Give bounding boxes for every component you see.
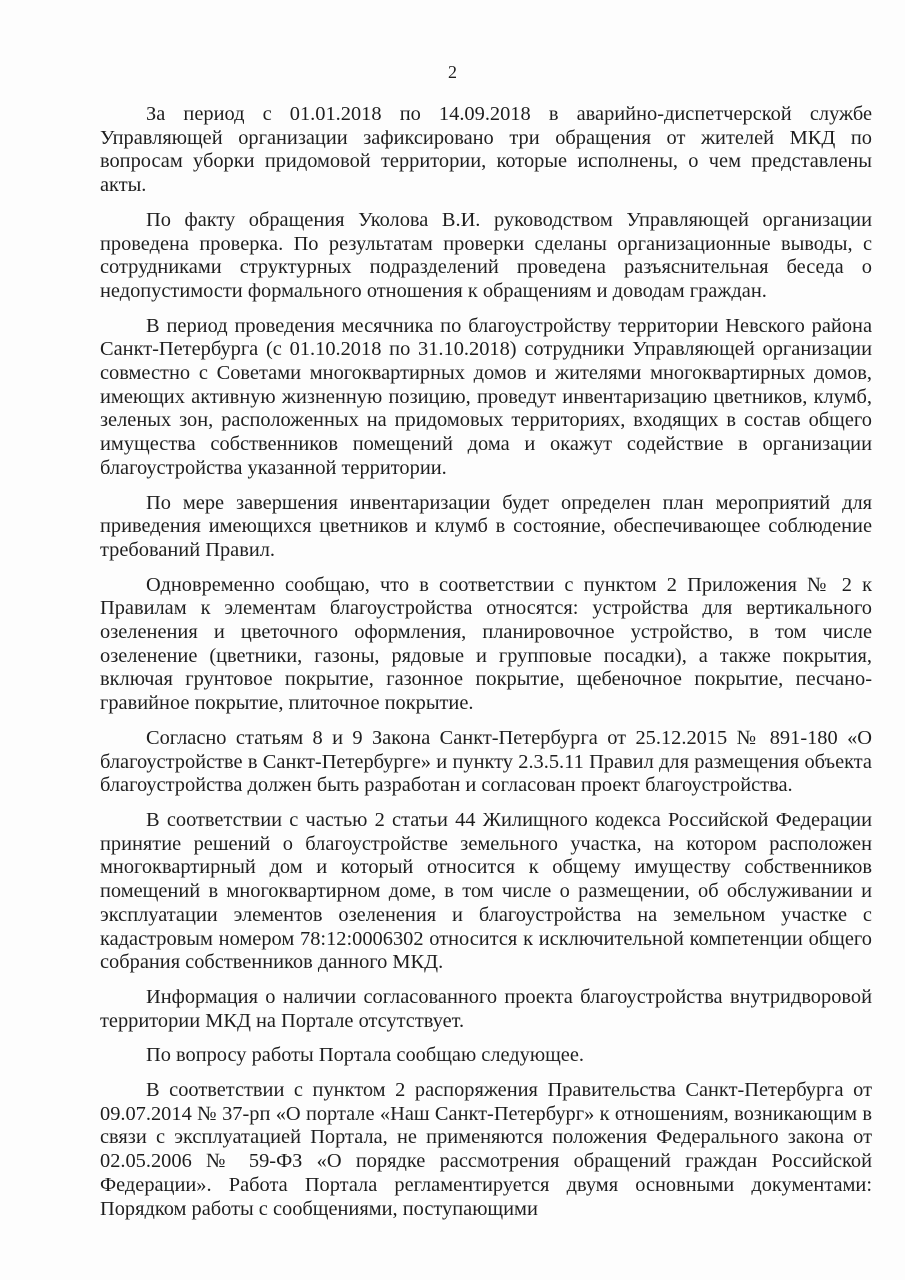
paragraph-portal-intro: По вопросу работы Портала сообщаю следующее.: [146, 1044, 585, 1067]
paragraph-landscaping-month: В период проведения месячника по благоустройству территории Невского района Санкт-Петербурга (с 01.10.2018 по 31.10.2018) сотрудники Управляющей организации совместно с Советами многоквартирных домов и жителями многоквартирных домов, имеющих активную жизненную позицию, проведут инвентаризацию цветников, клумб, зеленых зон, расположенных на придомовых территориях, входящих в состав общего имущества собственников помещений дома и окажут содействие в организации благоустройства указанной территории.: [100, 314, 872, 479]
letter-body: [100, 103, 872, 1221]
paragraph-spb-law-reference: Согласно статьям 8 и 9 Закона Санкт-Петербурга от 25.12.2015 № 891-180 «О благоустройстве в Санкт-Петербурге» и пункту 2.3.5.11 Правил для размещения объекта благоустройства должен быть разработан и согласован проект благоустройства.: [100, 726, 872, 797]
paragraph-inspection-results: По факту обращения Уколова В.И. руководством Управляющей организации проведена проверка. По результатам проверки сделаны организационные выводы, с сотрудниками структурных подразделений проведена разъяснительная беседа о недопустимости формального отношения к обращениям и доводам граждан.: [100, 208, 872, 302]
paragraph-project-absence: Информация о наличии согласованного проекта благоустройства внутридворовой территории МКД на Портале отсутствует.: [100, 985, 872, 1032]
paragraph-portal-regulation: В соответствии с пунктом 2 распоряжения Правительства Санкт-Петербурга от 09.07.2014 № 37-рп «О портале «Наш Санкт-Петербург» к отношениям, возникающим в связи с эксплуатацией Портала, не применяются положения Федерального закона от 02.05.2006 № 59-ФЗ «О порядке рассмотрения обращений граждан Российской Федерации». Работа Портала регламентируется двумя основными документами: Порядком работы с сообщениями, поступающими: [100, 1079, 872, 1220]
paragraph-inventory-plan: По мере завершения инвентаризации будет определен план мероприятий для приведения имеющихся цветников и клумб в состояние, обеспечивающее соблюдение требований Правил.: [100, 491, 872, 561]
page-number: 2: [448, 62, 457, 82]
paragraph-emergency-service-requests: За период с 01.01.2018 по 14.09.2018 в аварийно-диспетчерской службе Управляющей организации зафиксировано три обращения от жителей МКД по вопросам уборки придомовой территории, которые исполнены, о чем представлены акты.: [100, 103, 872, 197]
paragraph-housing-code-reference: В соответствии с частью 2 статьи 44 Жилищного кодекса Российской Федерации принятие решений о благоустройстве земельного участка, на котором расположен многоквартирный дом и который относится к общему имуществу собственников помещений в многоквартирном доме, в том числе о размещении, об обслуживании и эксплуатации элементов озеленения и благоустройства на земельном участке с кадастровым номером 78:12:0006302 относится к исключительной компетенции общего собрания собственников данного МКД.: [100, 808, 872, 974]
paragraph-landscaping-elements: Одновременно сообщаю, что в соответствии с пунктом 2 Приложения № 2 к Правилам к элементам благоустройства относятся: устройства для вертикального озеленения и цветочного оформления, планировочное устройство, в том числе озеленение (цветники, газоны, рядовые и групповые посадки), а также покрытия, включая грунтовое покрытие, газонное покрытие, щебеночное покрытие, песчано-гравийное покрытие, плиточное покрытие.: [100, 573, 872, 715]
